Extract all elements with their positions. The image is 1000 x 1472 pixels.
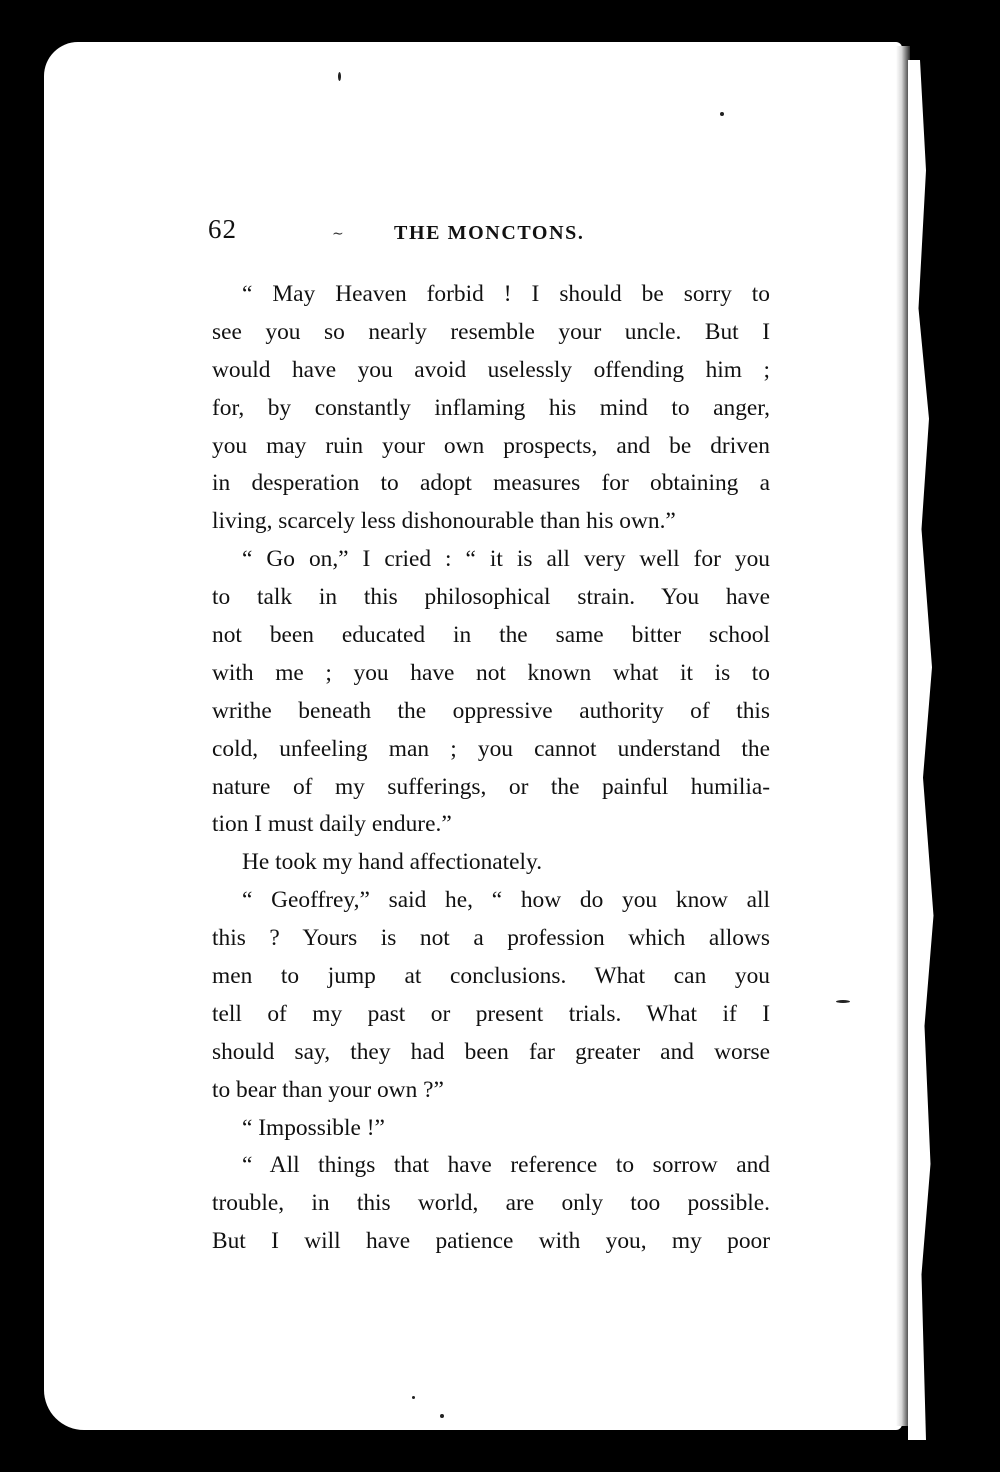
text-line: you may ruin your own prospects, and be driven (212, 432, 770, 459)
text-line: But I will have patience with you, my poor (212, 1228, 770, 1255)
text-line: trouble, in this world, are only too possible. (212, 1190, 770, 1217)
text-line: “ Impossible !” (242, 1114, 385, 1141)
ornament-icon: ∼ (332, 227, 344, 242)
ink-speck (836, 1000, 850, 1003)
text-line: not been educated in the same bitter school (212, 622, 770, 649)
running-title: THE MONCTONS. (394, 222, 585, 244)
text-line: “ May Heaven forbid ! I should be sorry to (242, 281, 770, 307)
text-line: this ? Yours is not a profession which allows (212, 925, 770, 952)
page-number: 62 (208, 214, 237, 244)
text-line: “ Go on,” I cried : “ it is all very well for you (242, 546, 770, 573)
text-line: see you so nearly resemble your uncle. But I (212, 318, 770, 345)
text-line: would have you avoid uselessly offending him ; (212, 356, 770, 383)
text-line: cold, unfeeling man ; you cannot understand the (212, 735, 770, 762)
ink-speck (440, 1414, 444, 1418)
ink-speck (720, 112, 724, 116)
text-line: for, by constantly inflaming his mind to anger, (212, 394, 770, 421)
text-line: in desperation to adopt measures for obtaining a (212, 470, 770, 497)
text-line: writhe beneath the oppressive authority of this (212, 697, 770, 724)
text-line: “ All things that have reference to sorrow and (242, 1152, 770, 1179)
text-line: to talk in this philosophical strain. You have (212, 584, 770, 611)
body-text (212, 276, 770, 1261)
page-edge-shadow (896, 46, 910, 1426)
text-line: to bear than your own ?” (212, 1076, 444, 1103)
text-line: “ Geoffrey,” said he, “ how do you know all (242, 887, 770, 914)
text-line: tell of my past or present trials. What if I (212, 1000, 770, 1027)
text-line: living, scarcely less dishonourable than his own.” (212, 508, 676, 535)
text-line: with me ; you have not known what it is to (212, 659, 770, 686)
text-line: tion I must daily endure.” (212, 811, 452, 838)
adjacent-page-edge (908, 60, 938, 1440)
text-line: nature of my sufferings, or the painful humilia- (212, 773, 770, 800)
text-line: should say, they had been far greater and worse (212, 1038, 770, 1065)
text-line: men to jump at conclusions. What can you (212, 963, 770, 990)
running-head (208, 214, 768, 254)
text-line: He took my hand affectionately. (242, 849, 543, 876)
ink-speck (412, 1396, 415, 1399)
ink-speck (338, 72, 341, 81)
